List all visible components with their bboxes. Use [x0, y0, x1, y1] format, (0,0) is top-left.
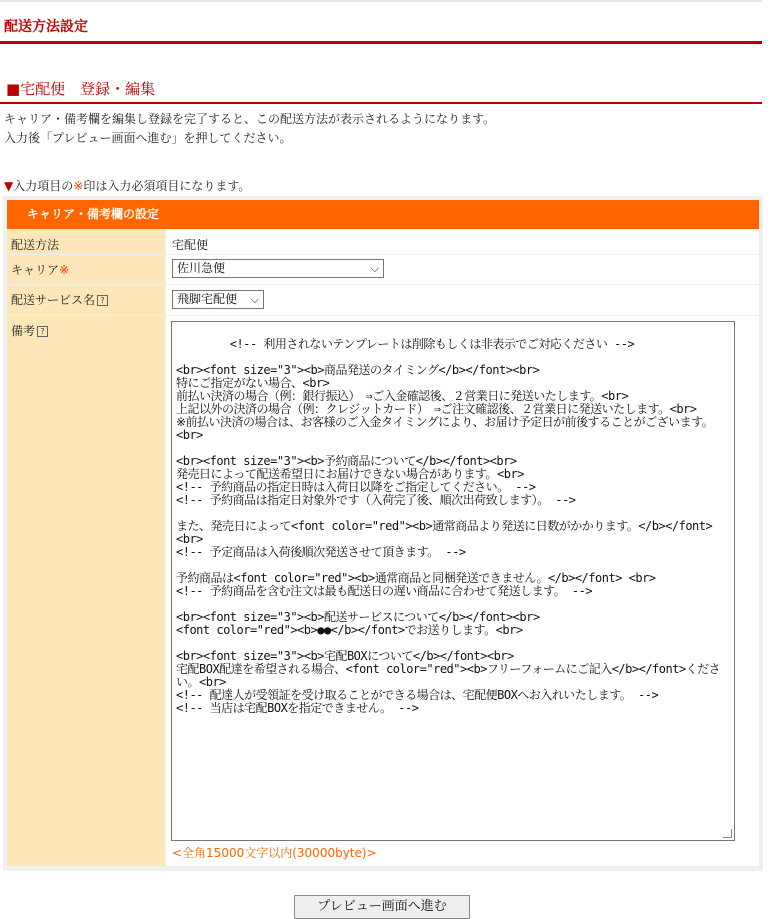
help-icon[interactable]: ? [97, 295, 108, 306]
section-divider [0, 102, 762, 104]
delivery-method-label: 配送方法 [7, 230, 165, 254]
delivery-service-value-cell [166, 285, 759, 315]
row-remarks [7, 316, 759, 866]
triangle-icon: ▼ [4, 179, 14, 193]
resize-handle-icon[interactable] [723, 829, 732, 838]
carrier-label-text: キャリア [11, 263, 60, 277]
chevron-down-icon: ⌵ [370, 262, 379, 275]
character-limit-note: <全角15000文字以内(30000byte)> [172, 846, 377, 860]
carrier-required-mark: ※ [59, 263, 70, 277]
preview-button[interactable]: プレビュー画面へ進む [294, 895, 470, 919]
carrier-selected: 佐川急便 [177, 261, 226, 275]
top-divider [0, 0, 762, 2]
description-line-2: 入力後「プレビュー画面へ進む」を押してください。 [4, 131, 292, 145]
chevron-down-icon: ⌵ [250, 293, 259, 306]
row-delivery-method [7, 230, 759, 254]
delivery-service-select[interactable] [172, 290, 264, 309]
remarks-label-text: 備考 [11, 324, 36, 338]
carrier-value-cell [166, 255, 759, 284]
delivery-service-label [7, 285, 165, 315]
remarks-textarea[interactable] [171, 321, 735, 841]
remarks-label [7, 316, 165, 866]
carrier-select[interactable] [172, 259, 384, 278]
help-icon[interactable]: ? [37, 326, 48, 337]
remarks-value-cell [166, 316, 759, 866]
notice-text-before: 入力項目の [13, 179, 74, 193]
form-header: キャリア・備考欄の設定 [7, 200, 759, 229]
carrier-label [7, 255, 165, 284]
remarks-text: <!-- 利用されないテンプレートは削除もしくは非表示でご対応ください --> <br><font size="3"><b>商品発送のタイミング</b></font><br> 特にご指定がない場合、<br> 前払い決済の場合（例：銀行振込） ⇒ご入金確認後、２営業日に発送いたします。<br> 上記以外の決済の場合（例：クレジットカード） ⇒ご注文確認後、２営業日に発送いたします。<br> ※前払い決済の場合は、お客様のご入金タイミングにより、お届け予定日が前後することがございます。<br> <br><font size="3"><b>予約商品について</b></font><br> 発売日によって配送希望日にお届けできない場合があります。<br> <!-- 予約商品の指定日時は入荷日以降をご指定してください。 --> <!-- 予約商品は指定日対象外です（入荷完了後、順次出荷致します）。 --> また、発売日によって<font color="red"><b>通常商品より発送に日数がかかります。</b></font> <br> <!-- 予定商品は入荷後順次発送させて頂きます。 --> 予約商品は<font color="red"><b>通常商品と同梱発送できません。</b></font> <br> <!-- 予約商品を含む注文は最も配送日の遅い商品に合わせて発送します。 --> <br><font size="3"><b>配送サービスについて</b></font><br> <font color="red"><b>●●</b></font>でお送りします。<br> <br><font size="3"><b>宅配BOXについて</b></font><br> 宅配BOX配達を希望される場合、<font color="red"><b>フリーフォームにご記入</b></font>ください。<br> <!-- 配達人が受領証を受け取ることができる場合は、宅配便BOXへお入れいたします。 --> <!-- 当店は宅配BOXを指定できません。 --> [176, 337, 721, 715]
required-notice [4, 177, 250, 194]
row-carrier [7, 255, 759, 284]
delivery-service-selected: 飛脚宅配便 [177, 292, 238, 306]
row-delivery-service [7, 285, 759, 315]
title-divider [0, 41, 762, 44]
description-line-1: キャリア・備考欄を編集し登録を完了すると、この配送方法が表示されるようになります。 [4, 112, 496, 126]
page-title: 配送方法設定 [4, 19, 88, 35]
section-title: ■宅配便 登録・編集 [6, 80, 156, 98]
required-mark: ※ [73, 179, 84, 193]
carrier-remarks-form [3, 196, 763, 871]
delivery-method-value: 宅配便 [166, 230, 759, 254]
notice-text-after: 印は入力必須項目になります。 [83, 179, 251, 193]
delivery-service-label-text: 配送サービス名 [11, 293, 96, 307]
